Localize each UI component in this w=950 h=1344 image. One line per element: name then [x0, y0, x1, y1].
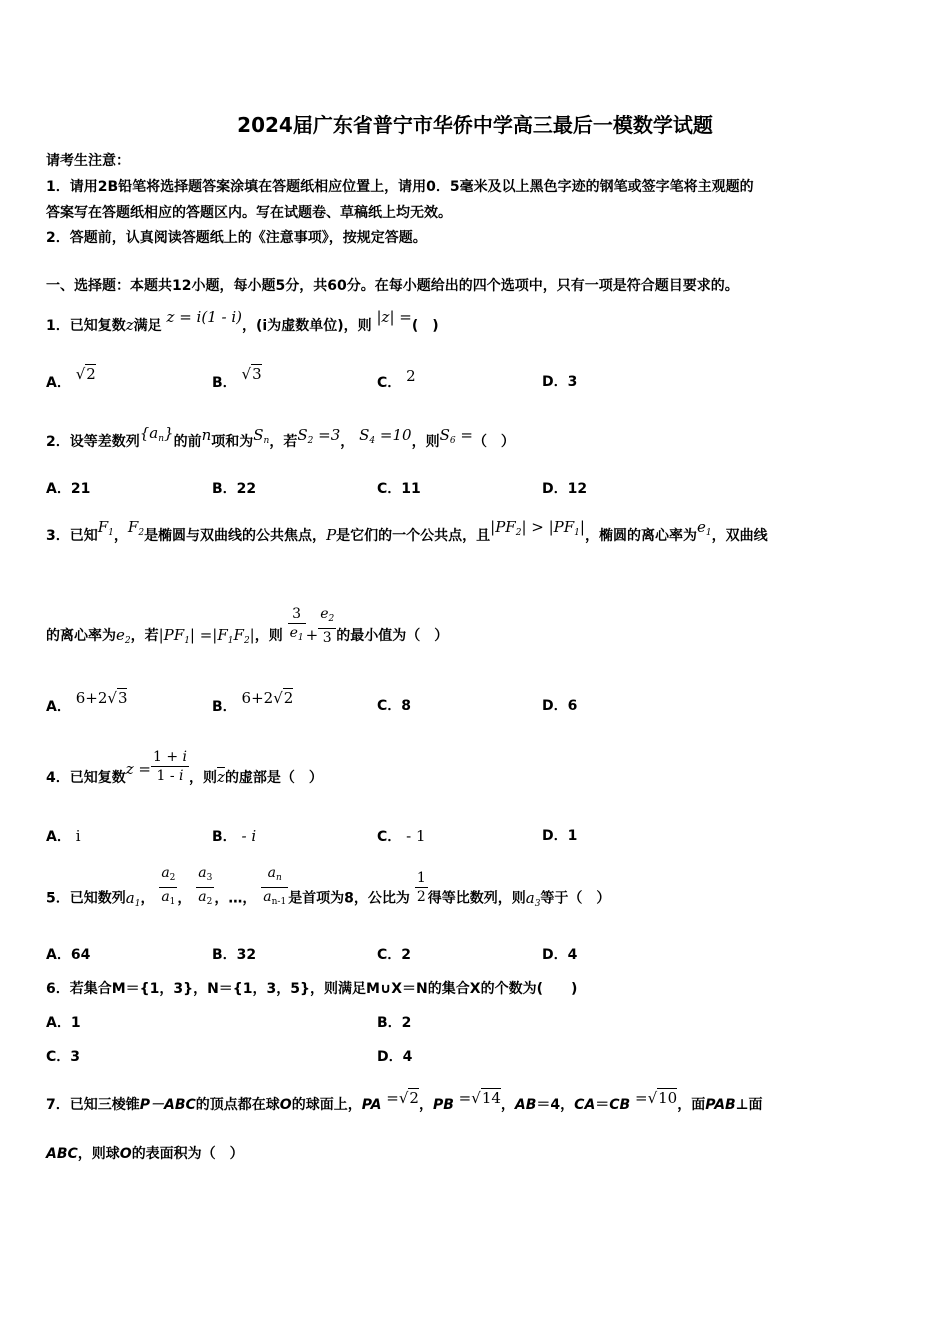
- q3-option-c[interactable]: C．8: [377, 698, 412, 714]
- q4-option-c[interactable]: C． - 1: [377, 827, 426, 845]
- q2-option-a[interactable]: A．21: [46, 481, 91, 497]
- q5-option-a[interactable]: A．64: [46, 947, 91, 963]
- q2-option-c[interactable]: C．11: [377, 481, 421, 497]
- math-abs-z: |z| =: [376, 308, 412, 326]
- q5-option-b[interactable]: B．32: [212, 947, 257, 963]
- q1-option-a[interactable]: A． √2: [46, 365, 96, 391]
- math-z-eq: z = i(1 - i): [166, 308, 242, 326]
- q5-option-c[interactable]: C．2: [377, 947, 412, 963]
- q6-option-a[interactable]: A．1: [46, 1015, 81, 1031]
- question-7-line-2: ABC，则球O的表面积为（ ）: [46, 1146, 244, 1162]
- question-6: 6．若集合M＝{1，3}，N＝{1，3，5}，则满足M∪X＝N的集合X的个数为( ): [46, 981, 578, 997]
- question-5: 5．已知数列$a_1$， $\frac{a_2}{a_1}$ ， $\frac{a_3}{a_2}$ ，…， $\frac{a_n}{a_{n-1}}$ 是首项为8，公比为 $\frac{1}{2}$ 得等比数列，则$a_3$等于（ ）: [46, 865, 611, 909]
- q1-option-c[interactable]: C． 2: [377, 367, 416, 391]
- q1-option-b[interactable]: B． √3: [212, 365, 262, 391]
- notice-heading: 请考生注意：: [46, 153, 130, 169]
- question-4: 4．已知复数z = $\frac{1 + i}{1 - i}$ ，则$\overline{z}$的虚部是（ ）: [46, 748, 323, 786]
- question-3-line-2: 的离心率为$e_2$，若$|PF_1| =|F_1F_2|$，则 $\frac{3}{e_1}$ + $\frac{e_2}{3}$ 的最小值为（ ）: [46, 606, 449, 646]
- q4-option-d[interactable]: D．1: [542, 828, 578, 844]
- q6-option-c[interactable]: C．3: [46, 1049, 81, 1065]
- q2-option-d[interactable]: D．12: [542, 481, 588, 497]
- q3-option-b[interactable]: B． 6+2√2: [212, 689, 294, 715]
- q4-option-a[interactable]: A． i: [46, 827, 81, 845]
- notice-line-1: 1．请用2B铅笔将选择题答案涂填在答题纸相应位置上，请用0．5毫米及以上黑色字迹的钢笔或签字笔将主观题的: [46, 179, 754, 195]
- q5-option-d[interactable]: D．4: [542, 947, 578, 963]
- q1-option-d[interactable]: D．3: [542, 374, 578, 390]
- q2-option-b[interactable]: B．22: [212, 481, 257, 497]
- question-3-line-1: 3．已知$F_1$，$F_2$是椭圆与双曲线的公共焦点，P是它们的一个公共点，且$|PF_2| > |PF_1|$，椭圆的离心率为$e_1$，双曲线: [46, 518, 768, 544]
- math-z: z: [125, 316, 134, 334]
- question-2: 2．设等差数列$\{a_n\}$的前n项和为$S_n$，若$S_2 =3$， $S_4 =10$，则$S_6$ =（ ）: [46, 424, 515, 450]
- notice-line-2: 答案写在答题纸相应的答题区内。写在试题卷、草稿纸上均无效。: [46, 205, 452, 221]
- q4-option-b[interactable]: B． - i: [212, 827, 257, 845]
- q6-option-d[interactable]: D．4: [377, 1049, 413, 1065]
- q6-option-b[interactable]: B．2: [377, 1015, 412, 1031]
- q3-option-d[interactable]: D．6: [542, 698, 578, 714]
- notice-line-3: 2．答题前，认真阅读答题纸上的《注意事项》，按规定答题。: [46, 230, 427, 246]
- section-heading: 一、选择题：本题共12小题，每小题5分，共60分。在每小题给出的四个选项中，只有一项是符合题目要求的。: [46, 278, 739, 294]
- question-1: 1．已知复数z满足 z = i(1 - i)，(i为虚数单位)，则 |z| =( ): [46, 308, 439, 334]
- question-7-line-1: 7．已知三棱锥P－ABC的顶点都在球O的球面上，PA =√2，PB =√14，AB＝4，CA＝CB =√10，面PAB⊥面: [46, 1089, 763, 1113]
- q3-option-a[interactable]: A． 6+2√3: [46, 689, 128, 715]
- page-title: 2024届广东省普宁市华侨中学高三最后一模数学试题: [237, 113, 713, 137]
